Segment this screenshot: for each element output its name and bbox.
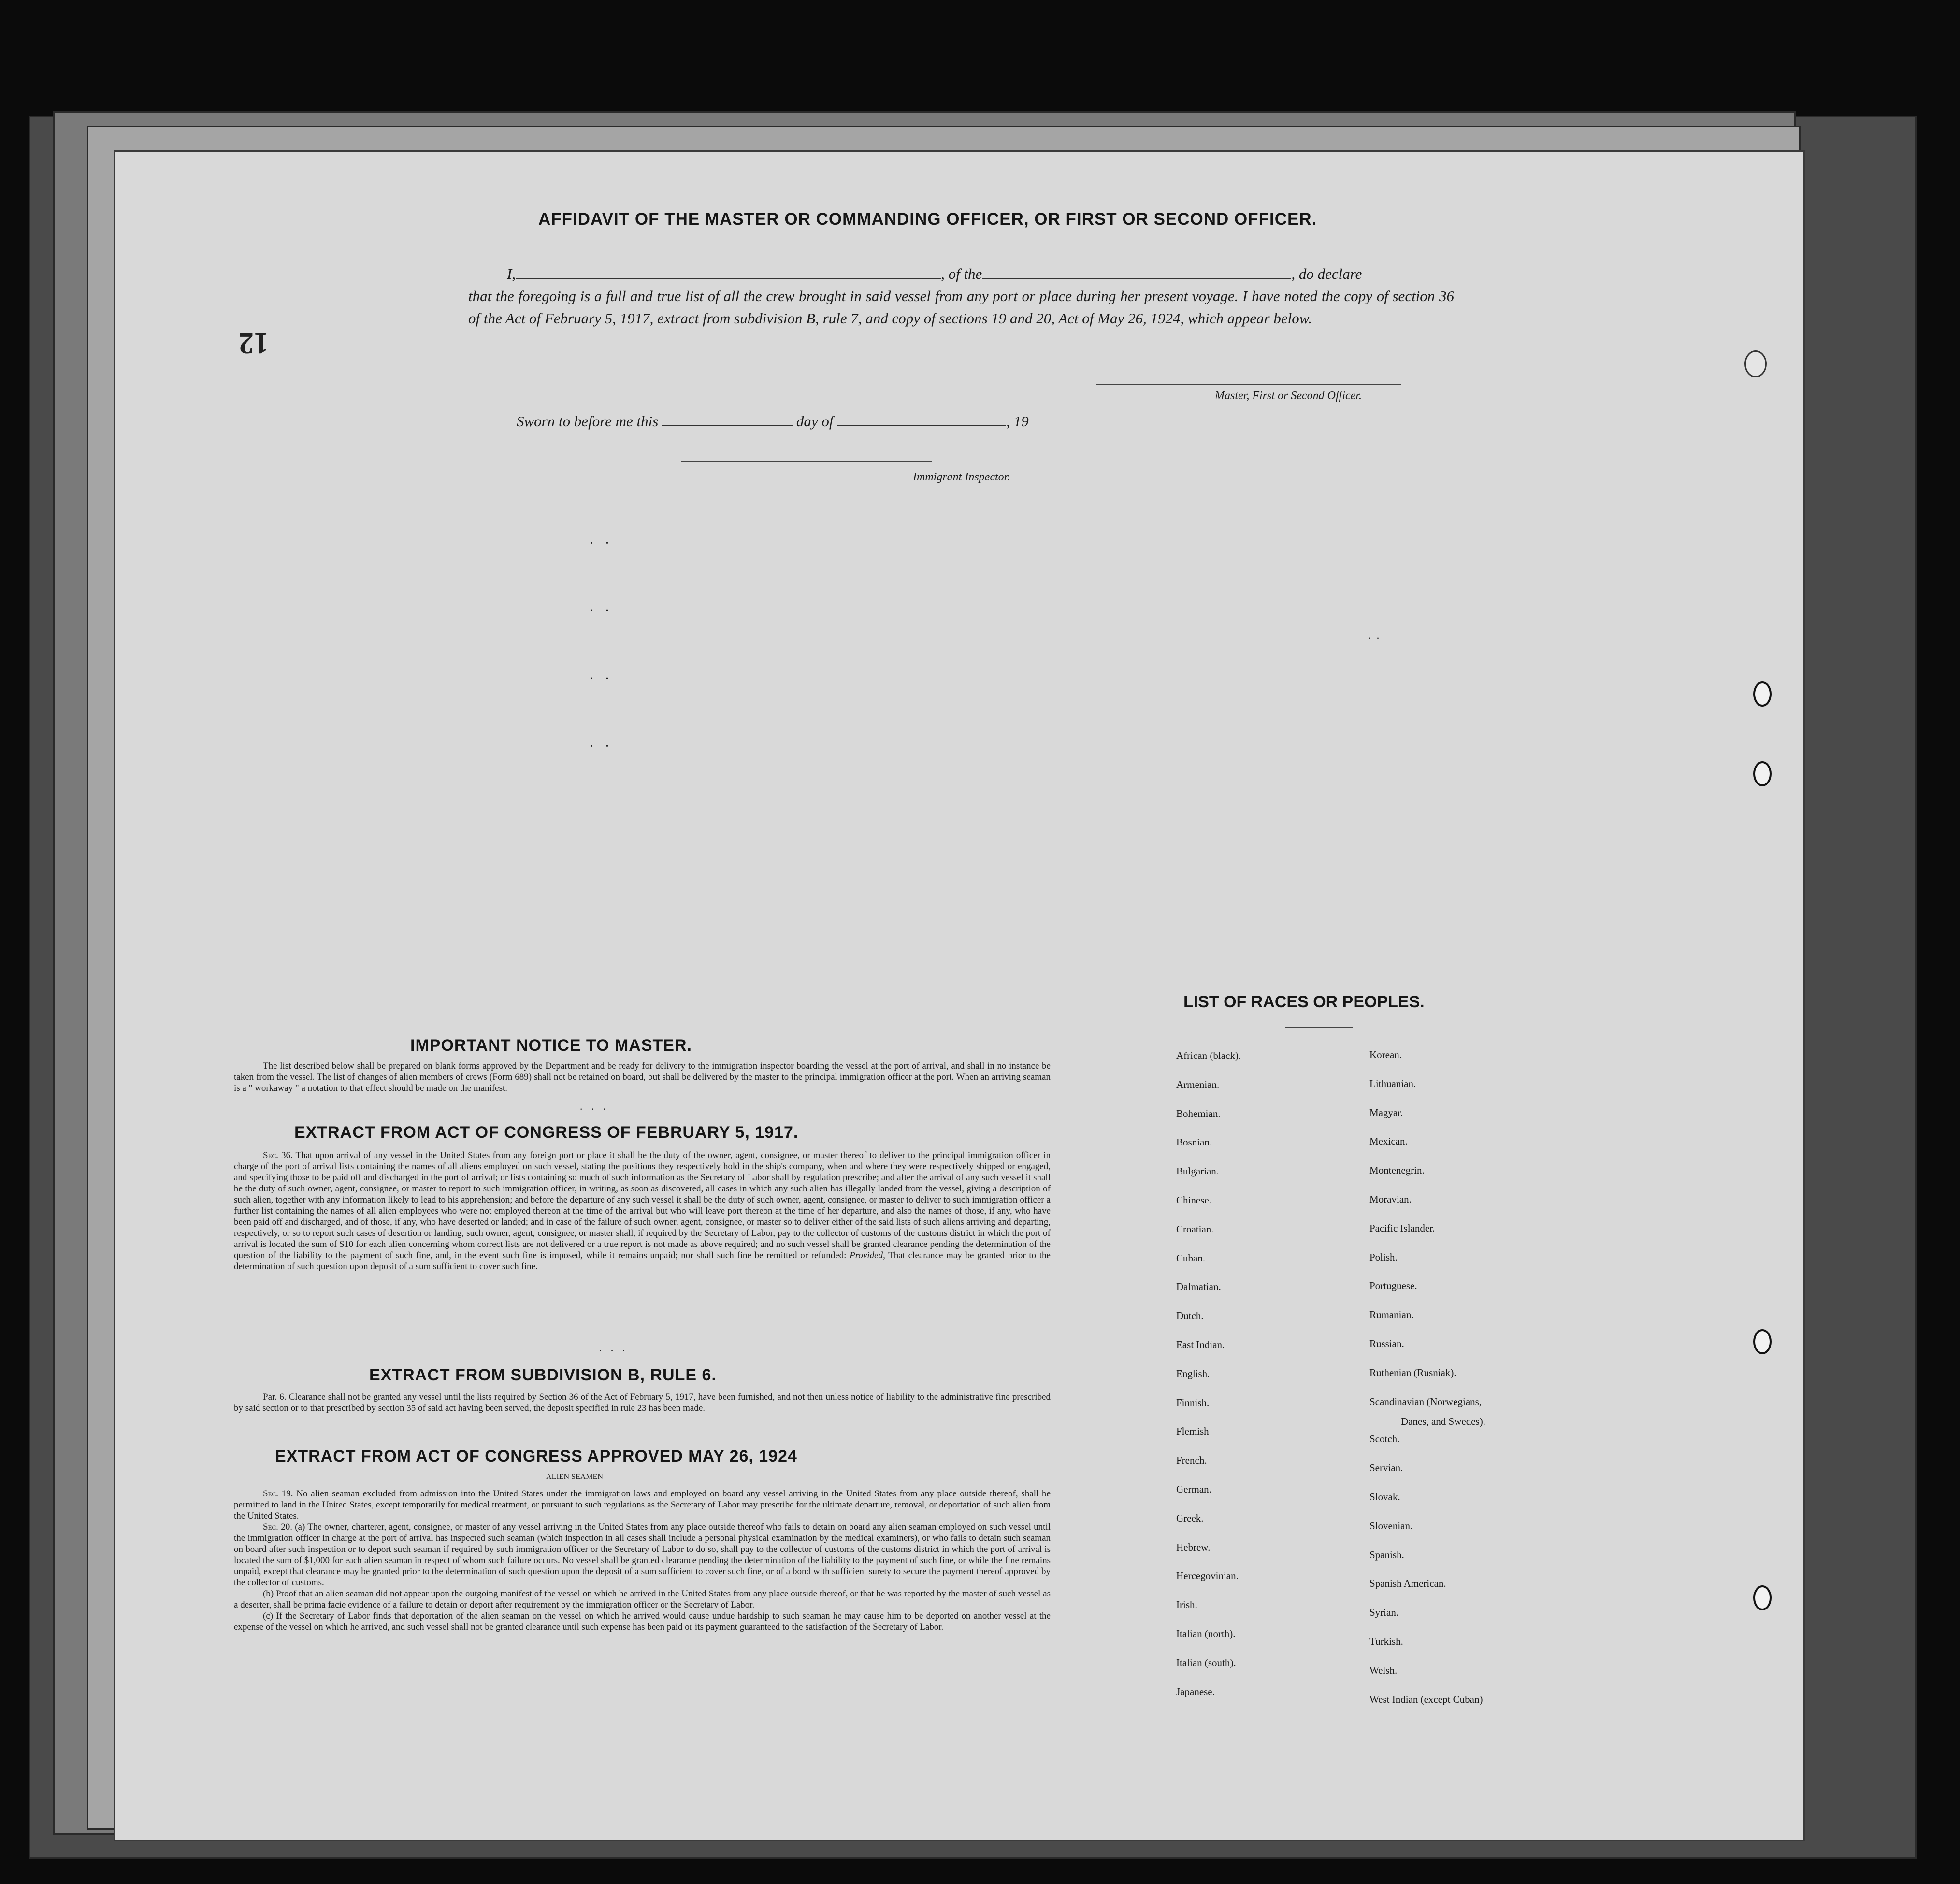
race-item-left: African (black). <box>1176 1050 1241 1061</box>
page-number: 12 <box>239 327 269 360</box>
separator-dots-2: · · · <box>599 1345 625 1357</box>
race-item-right: Mexican. <box>1369 1135 1408 1147</box>
races-title: LIST OF RACES OR PEOPLES. <box>1183 993 1425 1011</box>
race-item-right: Portuguese. <box>1369 1280 1417 1291</box>
race-item-right: Polish. <box>1369 1251 1398 1263</box>
race-item-right: Lithuanian. <box>1369 1078 1416 1089</box>
race-item-left: Bohemian. <box>1176 1108 1221 1119</box>
race-item-left: English. <box>1176 1368 1210 1379</box>
race-item-left: East Indian. <box>1176 1339 1225 1350</box>
race-item-right: Moravian. <box>1369 1193 1412 1205</box>
extract-rule6-text: Par. 6. Clearance shall not be granted any vessel until the lists required by Section 36 of the Act of February 5, 1917, have been furnished, and not then unless notice of liability to the administrative fine prescribed by said section or to that prescribed by section 35 of said act having been served, the deposit specified in rule 23 has been made. <box>234 1392 1051 1413</box>
stray-marks-2: · · <box>1367 630 1381 646</box>
race-item-left: Bulgarian. <box>1176 1165 1219 1177</box>
affidavit-title: AFFIDAVIT OF THE MASTER OR COMMANDING OFFICER, OR FIRST OR SECOND OFFICER. <box>538 210 1317 229</box>
race-item-right: Scandinavian (Norwegians, <box>1369 1396 1482 1407</box>
races-title-underline <box>1285 1027 1353 1028</box>
affidavit-body <box>468 263 1454 330</box>
race-item-left: Croatian. <box>1176 1223 1214 1235</box>
race-scandinavian-cont: Danes, and Swedes). <box>1401 1416 1485 1427</box>
race-item-right: Rumanian. <box>1369 1309 1414 1320</box>
sec-36-text-end: That clearance may be granted prior to the determination of such question upon deposit of a sum sufficient to cover such fine. <box>234 1250 1051 1272</box>
extract-rule6-title: EXTRACT FROM SUBDIVISION B, RULE 6. <box>369 1366 717 1384</box>
extract-1924-title: EXTRACT FROM ACT OF CONGRESS APPROVED MAY 26, 1924 <box>275 1447 797 1465</box>
race-item-left: Dalmatian. <box>1176 1281 1221 1292</box>
race-item-left: Hercegovinian. <box>1176 1570 1239 1581</box>
race-item-right: Ruthenian (Rusniak). <box>1369 1367 1456 1378</box>
race-item-right: Russian. <box>1369 1338 1404 1349</box>
race-item-left: Cuban. <box>1176 1252 1206 1264</box>
notice-text: The list described below shall be prepared on blank forms approved by the Department and be ready for delivery to the immigration inspector boarding the vessel at the port of arrival, and shall in no instance be taken from the vessel. The list of changes of alien members of crews (Form 689) shall not be retained on board, but shall be delivered by the master to the principal immigration officer at the port. When an arriving seaman is a " workaway " a notation to that effect should be made on the manifest. <box>234 1061 1051 1093</box>
document-page <box>114 150 1805 1841</box>
affidavit-statement: that the foregoing is a full and true list of all the crew brought in said vessel from any port or place during her present voyage. I have noted the copy of section 36 of the Act of February 5, 1917, extract from subdivision B, rule 7, and copy of sections 19 and 20, Act of May 26, 1924, which appear below. <box>468 288 1454 327</box>
provided-label: Provided, <box>850 1250 885 1261</box>
race-item-right: Pacific Islander. <box>1369 1222 1435 1234</box>
day-fill-line <box>662 414 793 426</box>
name-fill-line <box>516 266 941 279</box>
stray-marks: · · · · · · · · <box>589 535 610 754</box>
race-item-left: German. <box>1176 1483 1211 1495</box>
race-item-right: Scotch. <box>1369 1433 1400 1445</box>
extract-1924-text: Sec. 19. No alien seaman excluded from admission into the United States under the immigration laws and employed on board any vessel arriving in the United States from any place outside thereof, shall be permitted to land in the United States, except temporarily for medical treatment, or pursuant to such regulations as the Secretary of Labor may prescribe for the ultimate departure, removal, or deportation of such alien from the United States. Sec. 20. (a) The owner, charterer, agent, consignee, or master of any vessel arriving in the United States from any place outside thereof who fails to detain on board any alien seaman employed on such vessel until the immigration officer in charge at the port of arrival has inspected such seaman (which inspection in all cases shall include a personal physical examination by the medical examiners), or who fails to detain such seaman on board after such inspection or to deport such seaman if required by such immigration officer or the Secretary of Labor to do so, shall pay to the collector of customs of the customs district in which the port of arrival is located the sum of $1,000 for each alien seaman in respect of whom such failure occurs. No vessel shall be granted clearance pending the determination of the liability to the payment of such fine, or while the fine remains unpaid, except that clearance may be granted prior to the determination of such question upon the deposit of a sum sufficient to cover such fine, or of a bond with sufficient surety to secure the payment thereof approved by the collector of customs. (b) Proof that an alien seaman did not appear upon the outgoing manifest of the vessel on which he arrived in the United States from any place outside thereof, or that he was reported by the master of such vessel as a deserter, shall be prima facie evidence of a failure to detain or deport after requirement by the immigration officer or the Secretary of Labor. (c) If the Secretary of Labor finds that deportation of the alien seaman on the vessel on which he arrived would cause undue hardship to such seaman he may cause him to be deported on another vessel at the expense of the vessel on which he arrived, and such vessel shall not be granted clearance until such expense has been paid or its payment guaranteed to the satisfaction of the Secretary of Labor. <box>234 1489 1051 1632</box>
race-item-left: Dutch. <box>1176 1310 1204 1321</box>
race-item-right: Montenegrin. <box>1369 1164 1425 1176</box>
inspector-signature-label: Immigrant Inspector. <box>913 471 1010 483</box>
binder-hole <box>1753 761 1772 786</box>
vessel-fill-line <box>982 266 1291 279</box>
month-fill-line <box>837 414 1006 426</box>
of-the-label: , of the <box>941 265 982 282</box>
sec-36-text: That upon arrival of any vessel in the United States from any foreign port or place it shall be the duty of the owner, agent, consignee, or master thereof to deliver to the principal immigration officer in charge of the port of arrival lists containing the names of all aliens employed on such vessel, stating the positions they respectively hold in the ship's company, when and where they were respectively shipped or engaged, and specifying those to be paid off and discharged in the port of arrival; or lists containing so much of such information as the Secretary of Labor shall by regulation prescribe; and after the arrival of any such vessel it shall be the duty of such owner, agent, consignee, or master to report to such immigration officer, in writing, as soon as discovered, all cases in which any such alien has illegally landed from the vessel, giving a description of such alien, together with any information likely to lead to his apprehension; and before the departure of any such vessel it shall be the duty of such owner, agent, consignee, or master to deliver to such immigration officer a further list containing the names of all alien employees who were not employed thereon at the time of the arrival but who will leave port thereon at the time of her departure, and also the names of those, if any, who have been paid off and discharged, and of those, if any, who have deserted or landed; and in case of the failure of such owner, agent, consignee, or master so to deliver either of the said lists of such aliens arriving and departing, respectively, or so to report such cases of desertion or landing, such owner, agent, consignee, or master shall, if required by the Secretary of Labor, pay to the collector of customs of the customs district in which the port of arrival is located the sum of $10 for each alien concerning whom correct lists are not delivered or a true report is not made as above required; and no such vessel shall be granted clearance pending the determination of the question of the liability to the payment of such fine, and, in the event such fine is imposed, while it remains unpaid; nor shall such fine be remitted or refunded: <box>234 1150 1051 1261</box>
race-item-left: Bosnian. <box>1176 1136 1212 1148</box>
race-item-right: Spanish American. <box>1369 1578 1446 1589</box>
race-item-right: Syrian. <box>1369 1607 1399 1618</box>
race-item-left: Chinese. <box>1176 1194 1211 1206</box>
ghost-row <box>285 505 293 521</box>
do-declare-label: , do declare <box>1291 265 1362 282</box>
race-item-right: Slovak. <box>1369 1491 1400 1503</box>
sec-36-label: Sec. 36. <box>263 1150 293 1160</box>
race-item-right: Welsh. <box>1369 1665 1398 1676</box>
race-item-right: Magyar. <box>1369 1107 1403 1118</box>
inspector-signature-line <box>681 461 932 462</box>
race-item-right: Spanish. <box>1369 1549 1404 1561</box>
race-item-left: Italian (south). <box>1176 1657 1236 1668</box>
binder-hole <box>1753 1329 1772 1354</box>
race-item-left: Flemish <box>1176 1425 1209 1437</box>
binder-tab <box>1744 350 1767 377</box>
race-item-left: Italian (north). <box>1176 1628 1236 1639</box>
race-item-right: Servian. <box>1369 1462 1403 1474</box>
extract-1917-text <box>234 1150 1051 1272</box>
race-item-left: Hebrew. <box>1176 1541 1211 1553</box>
binder-hole <box>1753 681 1772 707</box>
race-item-left: French. <box>1176 1454 1207 1466</box>
race-item-right: Slovenian. <box>1369 1520 1413 1532</box>
sworn-line: Sworn to before me this day of , 19 <box>517 413 1029 430</box>
extract-1924-subtitle: ALIEN SEAMEN <box>546 1473 603 1481</box>
race-item-right: West Indian (except Cuban) <box>1369 1694 1483 1705</box>
binder-hole <box>1753 1585 1772 1610</box>
affidavit-declaration-line <box>468 263 1454 285</box>
race-item-left: Japanese. <box>1176 1686 1215 1697</box>
race-item-left: Greek. <box>1176 1512 1204 1524</box>
master-signature-label: Master, First or Second Officer. <box>1215 390 1362 402</box>
race-item-left: Finnish. <box>1176 1397 1210 1408</box>
notice-title: IMPORTANT NOTICE TO MASTER. <box>410 1036 692 1055</box>
extract-1917-title: EXTRACT FROM ACT OF CONGRESS OF FEBRUARY 5, 1917. <box>294 1123 799 1142</box>
i-label: I, <box>507 265 516 282</box>
race-item-left: Armenian. <box>1176 1079 1220 1090</box>
separator-dots-1: · · · <box>579 1103 606 1115</box>
race-item-left: Irish. <box>1176 1599 1197 1610</box>
race-item-right: Turkish. <box>1369 1636 1403 1647</box>
master-signature-line <box>1096 384 1401 385</box>
race-item-right: Korean. <box>1369 1049 1402 1060</box>
